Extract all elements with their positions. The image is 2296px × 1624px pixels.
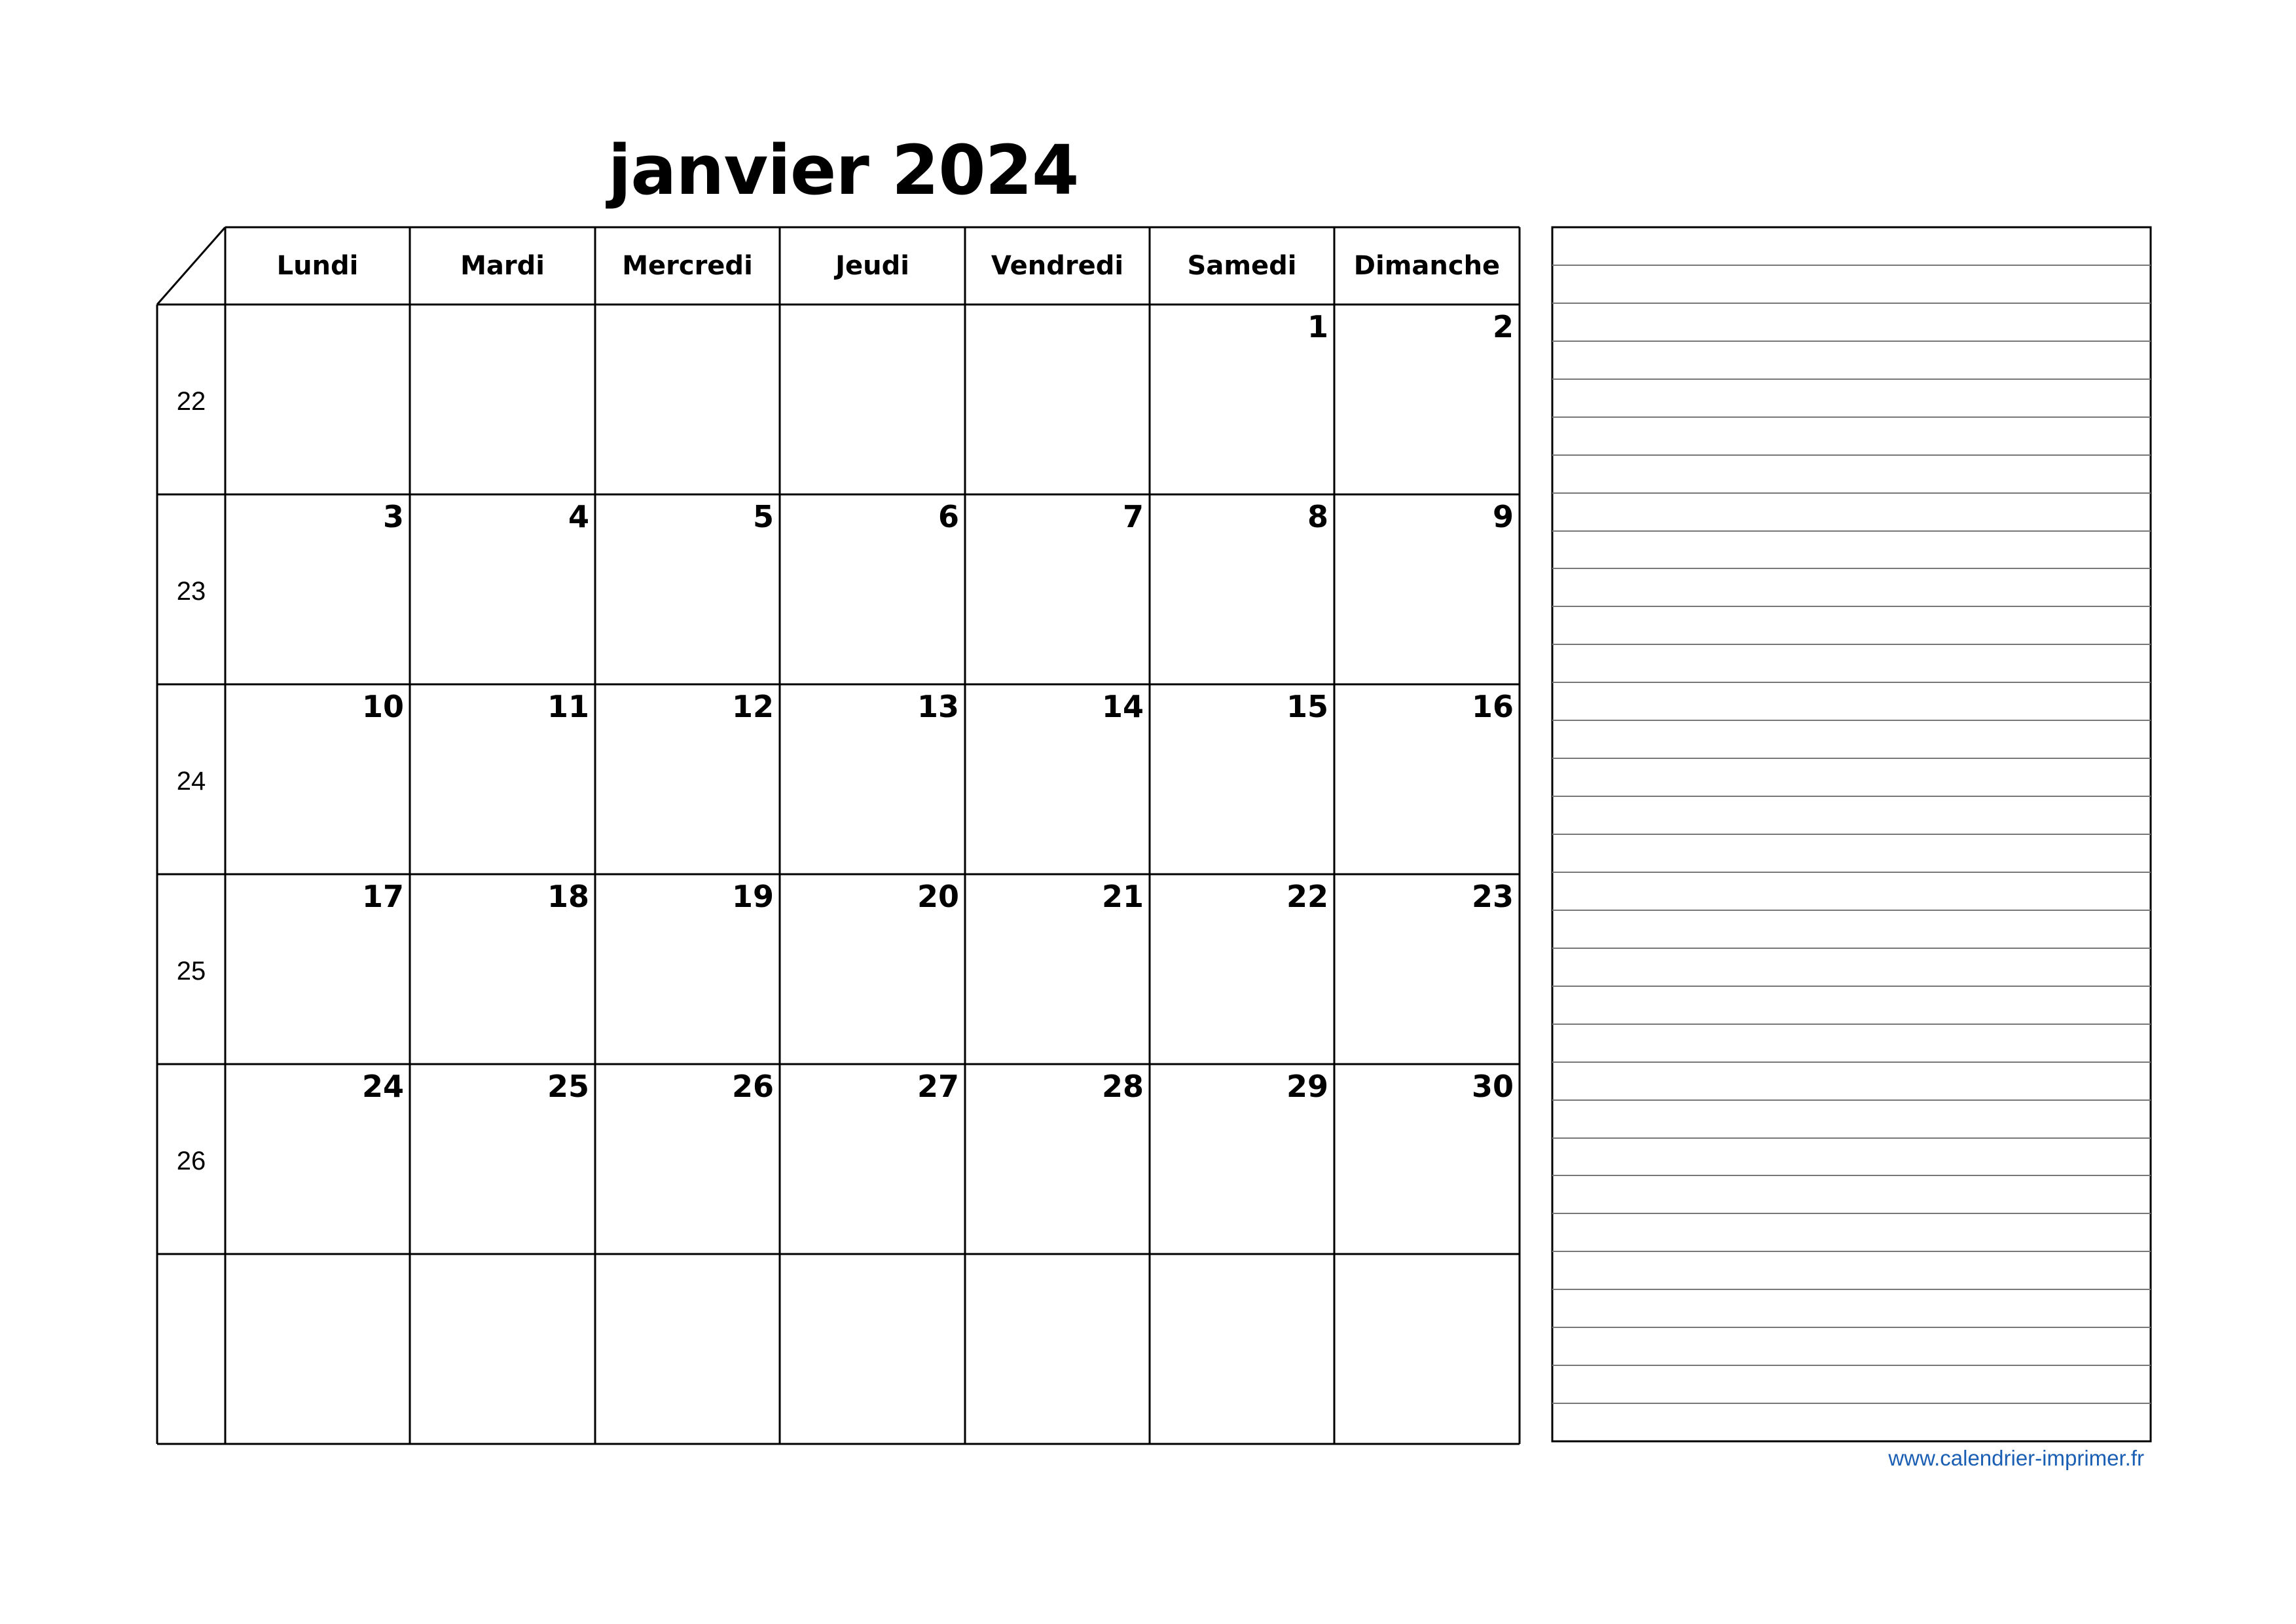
day-number: 22 bbox=[1286, 879, 1328, 914]
weekday-header: Jeudi bbox=[835, 251, 909, 281]
day-number: 28 bbox=[1101, 1069, 1144, 1104]
day-number: 7 bbox=[1122, 499, 1144, 534]
day-number: 15 bbox=[1286, 689, 1328, 724]
day-number: 10 bbox=[361, 689, 404, 724]
day-number: 20 bbox=[917, 879, 959, 914]
corner-diagonal bbox=[157, 227, 225, 304]
day-number: 5 bbox=[752, 499, 774, 534]
day-number: 13 bbox=[917, 689, 959, 724]
day-number: 29 bbox=[1286, 1069, 1328, 1104]
weekday-header: Mercredi bbox=[622, 251, 753, 281]
day-number: 3 bbox=[382, 499, 404, 534]
day-number: 17 bbox=[361, 879, 404, 914]
day-number: 30 bbox=[1471, 1069, 1514, 1104]
week-number: 25 bbox=[176, 957, 206, 986]
day-number: 14 bbox=[1101, 689, 1144, 724]
weekday-header: Mardi bbox=[460, 251, 545, 281]
day-number: 4 bbox=[568, 499, 589, 534]
day-number: 9 bbox=[1492, 499, 1514, 534]
day-number: 26 bbox=[731, 1069, 774, 1104]
day-number: 6 bbox=[938, 499, 959, 534]
day-number: 18 bbox=[547, 879, 589, 914]
day-number: 23 bbox=[1471, 879, 1514, 914]
day-number: 11 bbox=[547, 689, 589, 724]
weekday-header: Dimanche bbox=[1353, 251, 1501, 281]
day-number: 19 bbox=[731, 879, 774, 914]
day-number: 16 bbox=[1471, 689, 1514, 724]
week-number: 23 bbox=[176, 577, 206, 606]
weekday-header: Vendredi bbox=[991, 251, 1124, 281]
website-link[interactable]: www.calendrier-imprimer.fr bbox=[1888, 1446, 2144, 1470]
weekday-header: Samedi bbox=[1187, 251, 1297, 281]
day-number: 21 bbox=[1101, 879, 1144, 914]
day-number: 25 bbox=[547, 1069, 589, 1104]
day-number: 24 bbox=[361, 1069, 404, 1104]
day-number: 2 bbox=[1492, 309, 1514, 344]
week-number: 26 bbox=[176, 1147, 206, 1175]
day-number: 8 bbox=[1307, 499, 1328, 534]
weekday-header: Lundi bbox=[276, 251, 359, 281]
day-number: 1 bbox=[1307, 309, 1328, 344]
day-number: 12 bbox=[731, 689, 774, 724]
week-number: 24 bbox=[176, 767, 206, 796]
day-number: 27 bbox=[917, 1069, 959, 1104]
week-number: 22 bbox=[176, 387, 206, 416]
calendar-title: janvier 2024 bbox=[608, 130, 1079, 210]
